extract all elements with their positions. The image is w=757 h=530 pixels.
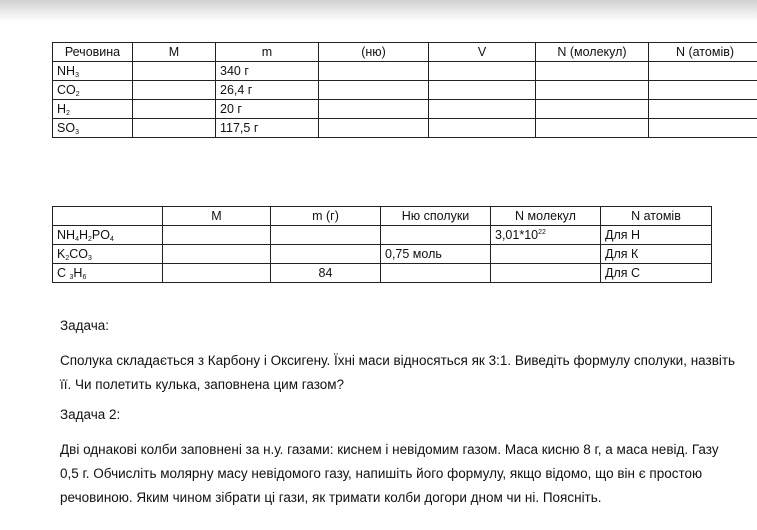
task1-text: Сполука складається з Карбону і Оксигену. Їхні маси відносяться як 3:1. Виведіть формулу сполуки, назвіть її. Чи полетить кулька, заповнена цим газом?	[60, 353, 736, 392]
table-row	[53, 100, 757, 119]
formula-subscript: 3	[75, 129, 79, 136]
formula-cell	[53, 226, 163, 245]
formula-cell	[53, 264, 163, 283]
top-shadow	[0, 0, 757, 22]
molecules-cell	[536, 119, 649, 138]
molar-mass-cell	[133, 100, 216, 119]
formula-part: H	[78, 228, 88, 242]
table-substances	[52, 42, 757, 138]
molecules-base: 3,01*10	[495, 228, 539, 242]
header-cell: N атомів	[601, 207, 712, 226]
formula-part: PO	[91, 228, 110, 242]
formula-part: H	[73, 266, 83, 280]
header-cell: V	[429, 43, 536, 62]
volume-cell	[429, 62, 536, 81]
header-cell: M	[133, 43, 216, 62]
formula-cell	[53, 62, 133, 81]
amount-cell	[319, 62, 429, 81]
molar-mass-cell	[163, 226, 271, 245]
task2-title: Задача 2:	[60, 407, 121, 422]
table-compounds	[52, 206, 712, 283]
atoms-cell: Для Н	[601, 226, 712, 245]
molar-mass-cell	[163, 264, 271, 283]
header-cell: m (г)	[271, 207, 381, 226]
molecules-cell	[491, 245, 601, 264]
mass-cell: 84	[271, 264, 381, 283]
formula-subscript: 4	[109, 236, 114, 243]
molecules-cell	[536, 62, 649, 81]
formula-cell	[53, 245, 163, 264]
atoms-cell	[649, 81, 757, 100]
header-cell: M	[163, 207, 271, 226]
volume-cell	[429, 119, 536, 138]
task2-text: Дві однакові колби заповнені за н.у. газами: киснем і невідомим газом. Маса кисню 8 г, а маса невід. Газу 0,5 г. Обчисліть молярну масу невідомого газу, напишіть його формулу, якщо відомо, що він є простою речовиною. Яким чином зібрати ці гази, як тримати колби догори дном чи ні. Поясніть.	[60, 442, 719, 505]
table-header-row	[53, 43, 757, 62]
header-cell: N (атомів)	[649, 43, 757, 62]
mass-cell: 20 г	[216, 100, 319, 119]
amount-cell	[381, 226, 491, 245]
formula-subscript: 2	[75, 91, 80, 98]
atoms-cell	[649, 100, 757, 119]
atoms-cell	[649, 119, 757, 138]
task1-title: Задача:	[60, 318, 110, 333]
volume-cell	[429, 100, 536, 119]
amount-cell	[381, 264, 491, 283]
header-cell: Речовина	[53, 43, 133, 62]
table-row	[53, 62, 757, 81]
molecules-exponent: 22	[538, 229, 546, 236]
formula-subscript: 4	[75, 236, 79, 243]
table-row	[53, 226, 712, 245]
amount-cell	[319, 100, 429, 119]
amount-cell: 0,75 моль	[381, 245, 491, 264]
volume-cell	[429, 81, 536, 100]
formula-part: CO	[57, 83, 76, 97]
molecules-cell	[491, 226, 601, 245]
header-cell: Ню сполуки	[381, 207, 491, 226]
atoms-cell: Для К	[601, 245, 712, 264]
amount-cell	[319, 119, 429, 138]
formula-cell	[53, 100, 133, 119]
formula-part: NH	[57, 64, 76, 78]
table-row	[53, 119, 757, 138]
mass-cell: 340 г	[216, 62, 319, 81]
header-cell	[53, 207, 163, 226]
formula-part: NH	[57, 228, 76, 242]
formula-subscript: 3	[69, 274, 74, 281]
formula-part: CO	[69, 247, 88, 261]
molar-mass-cell	[163, 245, 271, 264]
molar-mass-cell	[133, 62, 216, 81]
mass-cell	[271, 245, 381, 264]
table-row	[53, 264, 712, 283]
mass-cell	[271, 226, 381, 245]
formula-part: H	[57, 102, 67, 116]
header-cell: N молекул	[491, 207, 601, 226]
formula-subscript: 2	[66, 110, 70, 117]
formula-part: K	[57, 247, 66, 261]
formula-subscript: 2	[88, 236, 92, 243]
formula-cell	[53, 81, 133, 100]
amount-cell	[319, 81, 429, 100]
header-cell: N (молекул)	[536, 43, 649, 62]
header-cell: (ню)	[319, 43, 429, 62]
formula-subscript: 2	[65, 255, 70, 262]
molecules-cell	[536, 100, 649, 119]
molar-mass-cell	[133, 81, 216, 100]
formula-subscript: 6	[82, 274, 87, 281]
table-row	[53, 245, 712, 264]
molecules-cell	[536, 81, 649, 100]
formula-part: C	[57, 266, 70, 280]
atoms-cell	[649, 62, 757, 81]
table-row	[53, 81, 757, 100]
mass-cell: 117,5 г	[216, 119, 319, 138]
table-header-row	[53, 207, 712, 226]
molecules-cell	[491, 264, 601, 283]
formula-cell	[53, 119, 133, 138]
mass-cell: 26,4 г	[216, 81, 319, 100]
formula-part: SO	[57, 121, 76, 135]
formula-subscript: 3	[88, 255, 92, 262]
molar-mass-cell	[133, 119, 216, 138]
header-cell: m	[216, 43, 319, 62]
formula-subscript: 3	[75, 72, 79, 79]
atoms-cell: Для С	[601, 264, 712, 283]
